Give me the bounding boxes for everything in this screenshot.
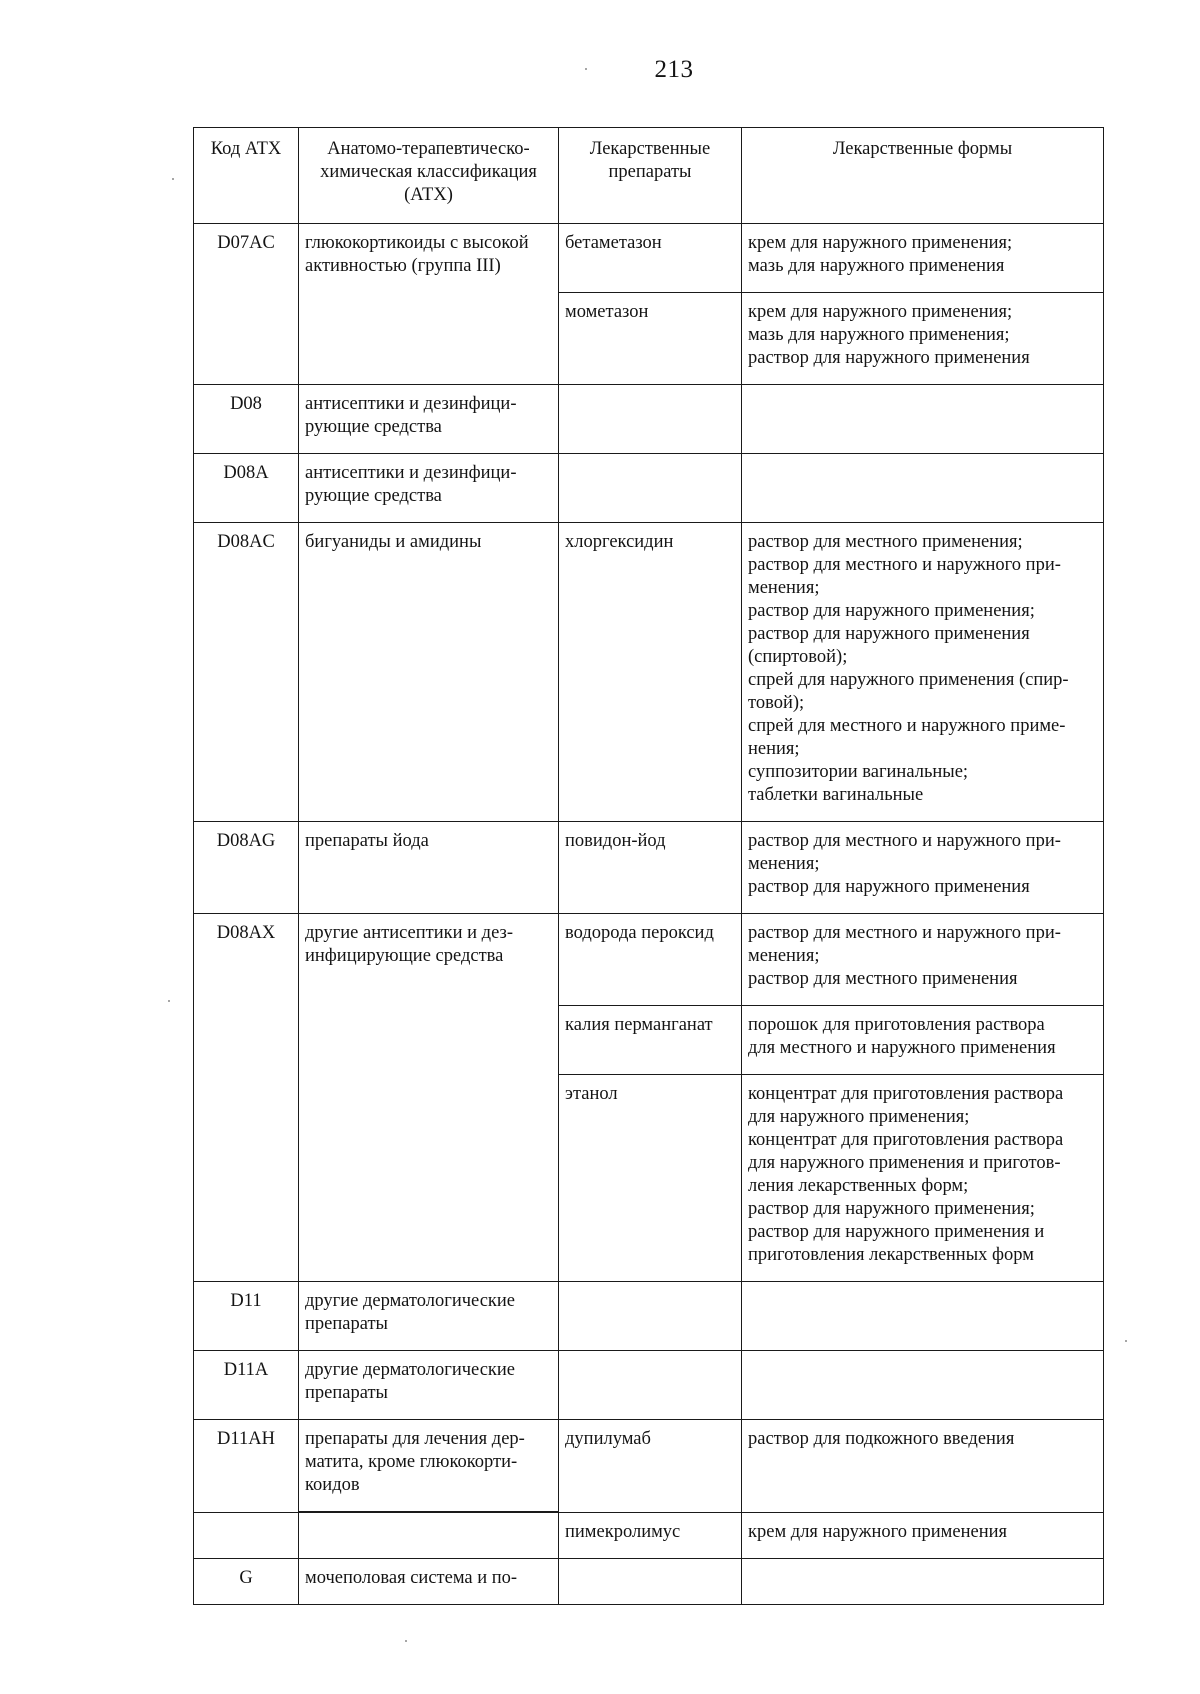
table-row xyxy=(194,914,1104,1006)
forms-cell xyxy=(742,1282,1104,1351)
forms-cell: порошок для приготовления раствора для местного и наружного применения xyxy=(742,1006,1104,1075)
header-drugs: Лекарственные препараты xyxy=(559,128,742,224)
forms-cell: раствор для местного и наружного при- менения; раствор для наружного применения xyxy=(742,822,1104,914)
scan-speck xyxy=(585,68,587,70)
drug-cell: бетаметазон xyxy=(559,224,742,293)
drug-cell xyxy=(559,454,742,523)
atc-code-cell: G xyxy=(194,1559,299,1605)
forms-cell: концентрат для приготовления раствора для наружного применения; концентрат для приготовления раствора для наружного применения и приготов- ления лекарственных форм; раствор для наружного применения; раствор для наружного применения и приготовления лекарственных форм xyxy=(742,1075,1104,1282)
classification-cell: другие дерматологические препараты xyxy=(299,1282,559,1351)
forms-cell xyxy=(742,454,1104,523)
table-row xyxy=(194,523,1104,822)
forms-cell xyxy=(742,1559,1104,1605)
drug-cell xyxy=(559,385,742,454)
drug-cell: калия перманганат xyxy=(559,1006,742,1075)
table-row xyxy=(194,385,1104,454)
table-header xyxy=(194,128,1104,224)
table-row xyxy=(194,454,1104,523)
drug-cell: этанол xyxy=(559,1075,742,1282)
table-row xyxy=(194,1420,1104,1512)
drug-cell: дупилумаб xyxy=(559,1420,742,1513)
forms-cell: раствор для местного и наружного при- менения; раствор для местного применения xyxy=(742,914,1104,1006)
atc-drug-table xyxy=(193,127,1104,1605)
classification-cell xyxy=(299,1513,559,1559)
forms-cell: раствор для местного применения; раствор для местного и наружного при- менения; раствор для наружного применения; раствор для наружного применения (спиртовой); спрей для наружного применения (спир- товой); спрей для местного и наружного приме- нения; суппозитории вагинальные; таблетки вагинальные xyxy=(742,523,1104,822)
drug-cell: водорода пероксид xyxy=(559,914,742,1006)
drug-cell: пимекролимус xyxy=(559,1513,742,1559)
classification-cell: мочеполовая система и по- xyxy=(299,1559,559,1605)
atc-code-cell: D11 xyxy=(194,1282,299,1351)
table-row xyxy=(194,1351,1104,1420)
atc-code-cell: D11AH xyxy=(194,1420,299,1513)
forms-cell: крем для наружного применения; мазь для наружного применения; раствор для наружного применения xyxy=(742,293,1104,385)
header-code: Код АТХ xyxy=(194,128,299,224)
header-forms: Лекарственные формы xyxy=(742,128,1104,224)
classification-cell: глюкокортикоиды с высокой активностью (группа III) xyxy=(299,224,559,385)
classification-cell: препараты для лечения дер- матита, кроме глюкокорти- коидов xyxy=(299,1420,559,1512)
atc-code-cell: D08AX xyxy=(194,914,299,1282)
classification-cell: антисептики и дезинфици- рующие средства xyxy=(299,454,559,523)
scan-speck xyxy=(168,1000,170,1002)
classification-cell: другие антисептики и дез- инфицирующие средства xyxy=(299,914,559,1282)
page-number: 213 xyxy=(654,56,694,83)
drug-cell: хлоргексидин xyxy=(559,523,742,822)
scan-speck xyxy=(405,1640,407,1642)
atc-code-cell: D08AG xyxy=(194,822,299,914)
classification-cell: антисептики и дезинфици- рующие средства xyxy=(299,385,559,454)
forms-cell: крем для наружного применения xyxy=(742,1513,1104,1559)
header-row xyxy=(194,128,1104,224)
atc-code-cell: D11A xyxy=(194,1351,299,1420)
forms-cell: крем для наружного применения; мазь для наружного применения xyxy=(742,224,1104,293)
forms-cell: раствор для подкожного введения xyxy=(742,1420,1104,1513)
classification-cell: бигуаниды и амидины xyxy=(299,523,559,822)
forms-cell xyxy=(742,385,1104,454)
drug-cell xyxy=(559,1559,742,1605)
atc-code-cell: D08 xyxy=(194,385,299,454)
table-row xyxy=(194,1559,1104,1605)
classification-cell: препараты йода xyxy=(299,822,559,914)
drug-cell: повидон-йод xyxy=(559,822,742,914)
atc-code-cell: D08AC xyxy=(194,523,299,822)
table-row xyxy=(194,1513,1104,1559)
atc-code-cell: D08A xyxy=(194,454,299,523)
drug-cell xyxy=(559,1351,742,1420)
drug-cell: мометазон xyxy=(559,293,742,385)
classification-cell: другие дерматологические препараты xyxy=(299,1351,559,1420)
table-row xyxy=(194,1282,1104,1351)
drug-cell xyxy=(559,1282,742,1351)
atc-code-cell: D07AC xyxy=(194,224,299,385)
scan-speck xyxy=(172,178,174,180)
table-body xyxy=(194,224,1104,1605)
header-classification: Анатомо-терапевтическо- химическая классификация (АТХ) xyxy=(299,128,559,224)
table-row xyxy=(194,822,1104,914)
atc-code-cell xyxy=(194,1513,299,1559)
table-row xyxy=(194,224,1104,293)
scan-speck xyxy=(1125,1340,1127,1342)
forms-cell xyxy=(742,1351,1104,1420)
